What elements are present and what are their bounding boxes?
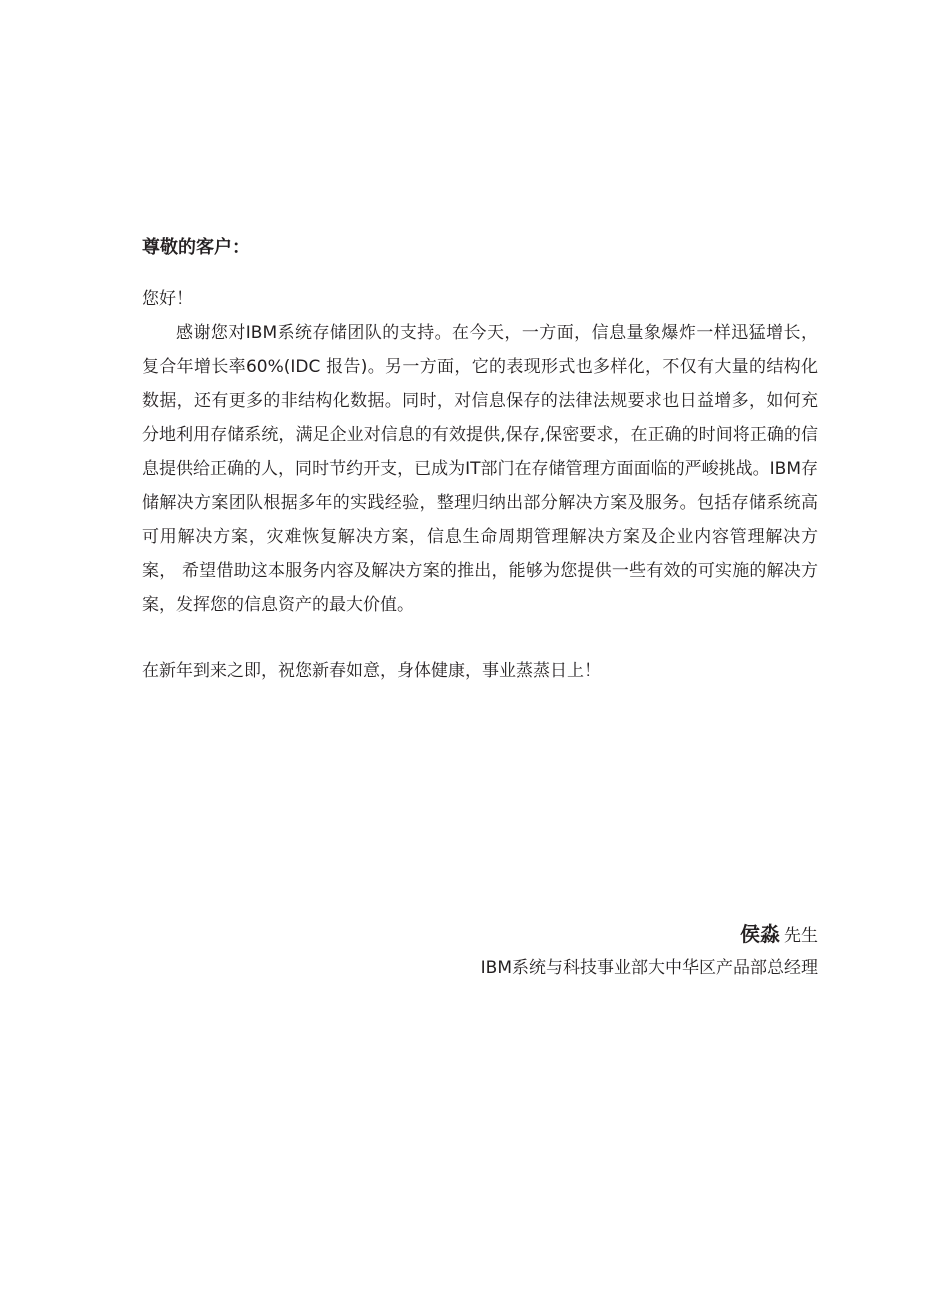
letter-body-paragraph: 感谢您对IBM系统存储团队的支持。在今天，一方面，信息量象爆炸一样迅猛增长，复合年增长率60%(IDC 报告)。另一方面，它的表现形式也多样化，不仅有大量的结构化数据，还有更多的非结构化数据。同时，对信息保存的法律法规要求也日益增多，如何充分地利用存储系统，满足企业对信息的有效提供,保存,保密要求，在正确的时间将正确的信息提供给正确的人，同时节约开支，已成为IT部门在存储管理方面面临的严峻挑战。IBM存储解决方案团队根据多年的实践经验，整理归纳出部分解决方案及服务。包括存储系统高可用解决方案，灾难恢复解决方案，信息生命周期管理解决方案及企业内容管理解决方案， 希望借助这本服务内容及解决方案的推出，能够为您提供一些有效的可实施的解决方案，发挥您的信息资产的最大价值。 [142, 323, 818, 615]
letter [142, 228, 818, 688]
signature-honorific: 先生 [784, 926, 818, 946]
letter-greeting: 您好！ [142, 289, 193, 309]
signature-name-line [481, 918, 818, 952]
letter-closing: 在新年到来之即，祝您新春如意，身体健康，事业蒸蒸日上！ [142, 661, 601, 681]
letter-salutation: 尊敬的客户： [142, 237, 250, 258]
signature-position: IBM系统与科技事业部大中华区产品部总经理 [480, 958, 818, 978]
signature-name: 侯淼 [740, 922, 780, 946]
signature-block [481, 918, 818, 984]
